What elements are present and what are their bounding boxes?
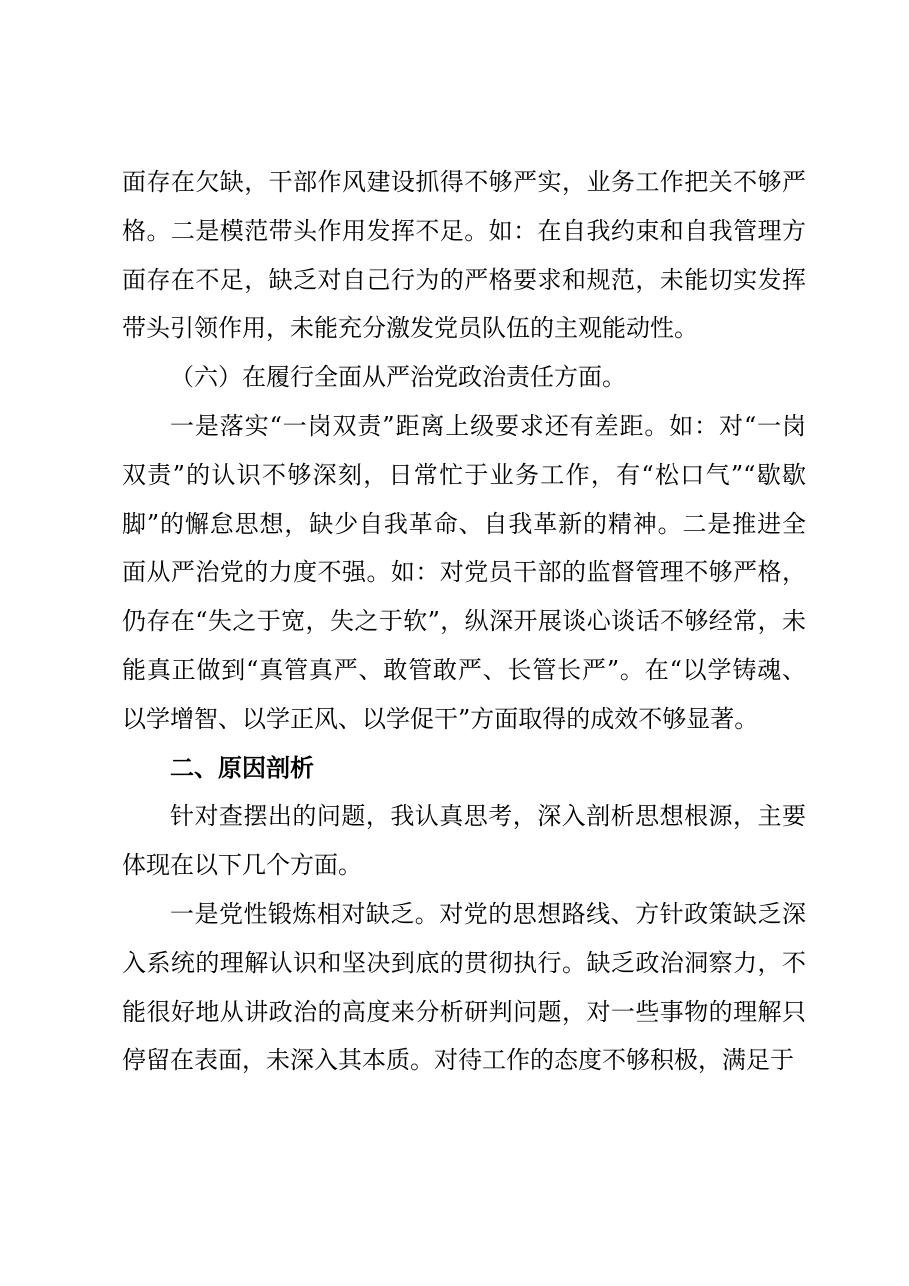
heading-cause-analysis: 二、原因剖析 [170,753,314,782]
document-body [122,158,806,1085]
paragraph-cause-one: 一是党性锻炼相对缺乏。对党的思想路线、方针政策缺乏深入系统的理解认识和坚决到底的贯彻执行。缺乏政治洞察力，不能很好地从讲政治的高度来分析研判问题，对一些事物的理解只停留在表面，未深入其本质。对待工作的态度不够积极，满足于 [122,899,806,1075]
paragraph-cause-intro: 针对查摆出的问题，我认真思考，深入剖析思想根源，主要体现在以下几个方面。 [122,802,806,880]
paragraph-continuation: 面存在欠缺，干部作风建设抓得不够严实，业务工作把关不够严格。二是模范带头作用发挥不足。如：在自我约束和自我管理方面存在不足，缺乏对自己行为的严格要求和规范，未能切实发挥带头引领作用，未能充分激发党员队伍的主观能动性。 [122,168,806,343]
section-title-six: （六）在履行全面从严治党政治责任方面。 [170,363,626,392]
paragraph-responsibility: 一是落实“一岗双责”距离上级要求还有差距。如：对“一岗双责”的认识不够深刻，日常忙于业务工作，有“松口气”“歇歇脚”的懈怠思想，缺少自我革命、自我革新的精神。二是推进全面从严治党的力度不强。如：对党员干部的监督管理不够严格，仍存在“失之于宽，失之于软”，纵深开展谈心谈话不够经常，未能真正做到“真管真严、敢管敢严、长管长严”。在“以学铸魂、以学增智、以学正风、以学促干”方面取得的成效不够显著。 [122,411,806,733]
